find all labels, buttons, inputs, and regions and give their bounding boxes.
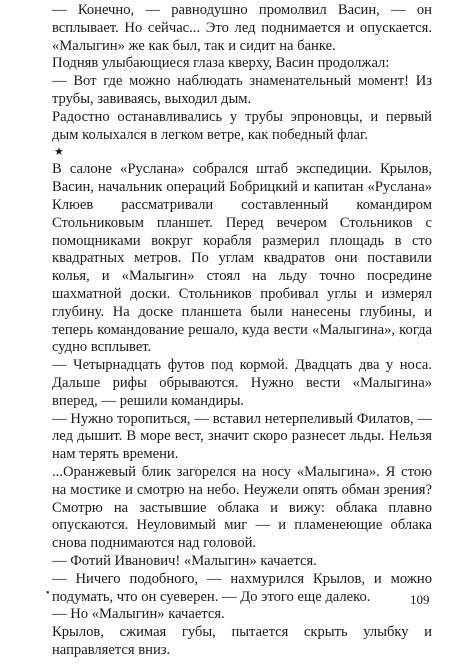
page-text (52, 2, 432, 660)
paragraph: Подняв улыбающиеся глаза кверху, Васин продолжал: (52, 55, 390, 72)
paragraph: — Нужно торопиться, — вставил нетерпеливый Филатов, — лед дышит. В море вест, значит скоро разнесет льды. Нельзя нам терять времени. (52, 410, 432, 463)
paragraph: — Вот где можно наблюдать знаменательный момент! Из трубы, завиваясь, выходил дым. (52, 73, 432, 107)
page-number: 109 (410, 592, 430, 607)
paragraph: В салоне «Руслана» собрался штаб экспедиции. Крылов, Васин, начальник операций Бобрицкий и капитан «Руслана» Клюев рассматривали составленный командиром Стольниковым планшет. Перед вечером Стольников с помощниками вокруг корабля размерил площадь в сто квадратных метров. По углам квадратов они поставили колья, и «Малыгин» стоял на льду точно посредине шахматной доски. Стольников пробивал углы и измерял глубину. На доске планшета были нанесены глубины, и теперь командование решало, куда вести «Малыгина», когда судно всплывет. (52, 161, 432, 356)
paragraph: Радостно останавливались у трубы эпроновцы, и первый дым колыхался в легком ветре, как победный флаг. (52, 108, 432, 143)
paragraph: — Ничего подобного, — нахмурился Крылов, и можно подумать, что он суеверен. — До этого еще далеко. (52, 570, 432, 605)
print-speck: • (46, 588, 50, 599)
paragraph: Крылов, сжимая губы, пытается скрыть улыбку и направляется вниз. (52, 624, 432, 658)
paragraph: — Конечно, — равнодушно промолвил Васин, — он всплывает. Но сейчас... Это лед поднимается и опускается. «Малыгин» же как был, так и сидит на банке. (52, 2, 432, 54)
paragraph: — Четырнадцать футов под кормой. Двадцать два у носа. Дальше рифы обрываются. Нужно вести «Малыгина» вперед, — решили командиры. (52, 357, 432, 409)
paragraph: — Фотий Иванович! «Малыгин» качается. (52, 552, 317, 569)
paragraph: — Но «Малыгин» качается. (52, 606, 225, 623)
paragraph: ...Оранжевый блик загорелся на носу «Малыгина». Я стою на мостике и смотрю на небо. Неужели опять обман зрения? Смотрю на застывшие облака и вижу: облака плавно опускаются. Неуловимый миг — и пламенеющие облака снова поднимаются над головой. (52, 463, 432, 552)
section-separator: ★ (54, 146, 64, 159)
